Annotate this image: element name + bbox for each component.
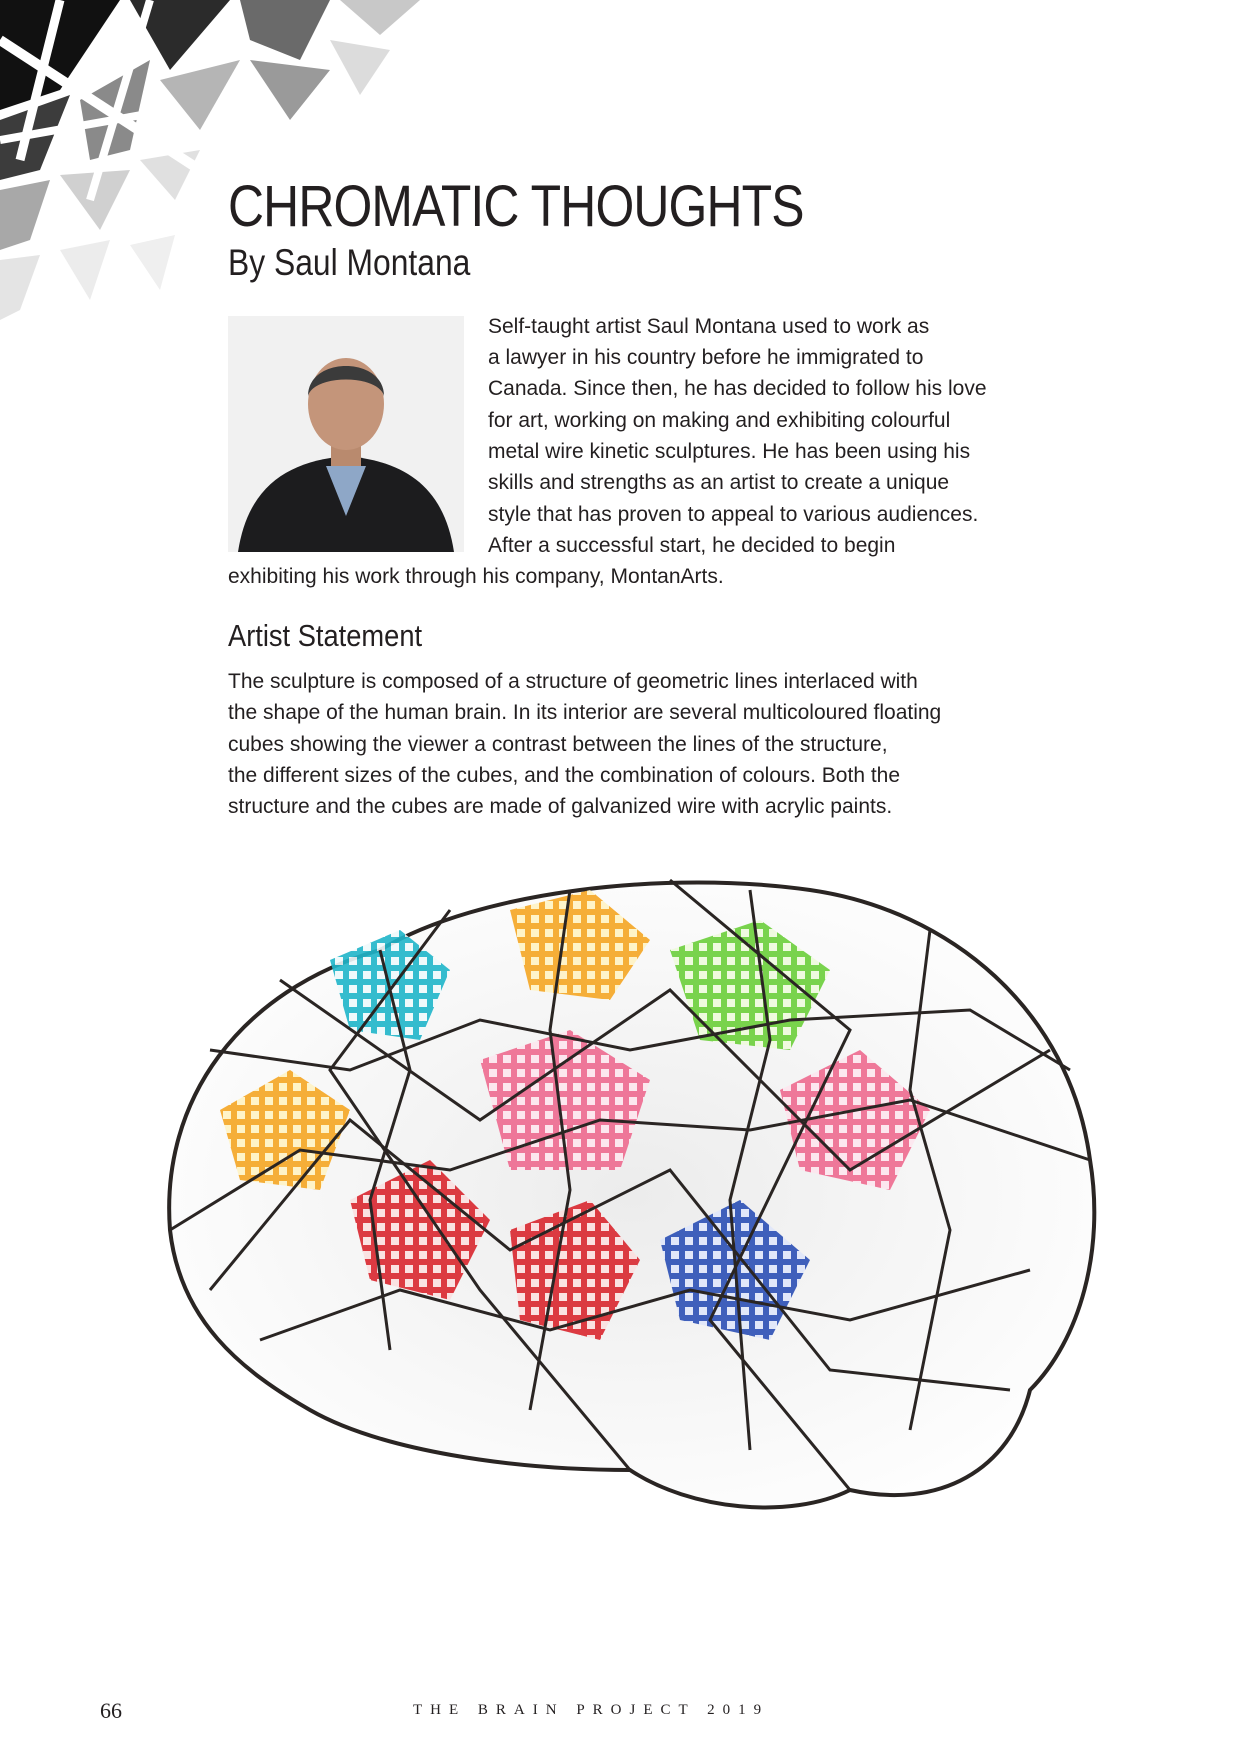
bio-line: exhibiting his work through his company, MontanArts. — [228, 565, 724, 588]
bio-line: skills and strengths as an artist to create a unique — [488, 471, 950, 494]
bio-line: After a successful start, he decided to begin — [488, 534, 896, 557]
statement-line: the different sizes of the cubes, and the combination of colours. Both the — [228, 764, 901, 787]
sculpture-photo — [150, 870, 1110, 1570]
statement-line: structure and the cubes are made of galvanized wire with acrylic paints. — [228, 795, 893, 818]
bio-line: metal wire kinetic sculptures. He has been using his — [488, 440, 971, 463]
statement-line: The sculpture is composed of a structure of geometric lines interlaced with — [228, 670, 918, 693]
corner-decoration — [0, 0, 460, 340]
bio-line: style that has proven to appeal to various audiences. — [488, 503, 979, 526]
bio-line: Canada. Since then, he has decided to follow his love — [488, 377, 987, 400]
artist-portrait — [228, 316, 464, 552]
shard — [250, 60, 330, 120]
section-heading-artist-statement: Artist Statement — [228, 618, 423, 653]
publication-footer: THE BRAIN PROJECT 2019 — [413, 1702, 770, 1718]
bio-line: Self-taught artist Saul Montana used to work as — [488, 315, 930, 338]
statement-line: cubes showing the viewer a contrast between the lines of the structure, — [228, 733, 888, 756]
shard — [330, 40, 390, 95]
bio-line: a lawyer in his country before he immigrated to — [488, 346, 924, 369]
shard — [140, 150, 200, 200]
statement-line: the shape of the human brain. In its interior are several multicoloured floating — [228, 701, 942, 724]
page-title: CHROMATIC THOUGHTS — [228, 174, 804, 239]
shard — [340, 0, 420, 35]
shard — [130, 235, 175, 290]
shard — [60, 240, 110, 300]
author-byline: By Saul Montana — [228, 242, 471, 283]
shard — [0, 255, 40, 320]
shard — [0, 180, 50, 250]
bio-line: for art, working on making and exhibiting colourful — [488, 409, 951, 432]
page-number: 66 — [100, 1698, 122, 1723]
shard — [160, 60, 240, 130]
shard — [240, 0, 330, 60]
